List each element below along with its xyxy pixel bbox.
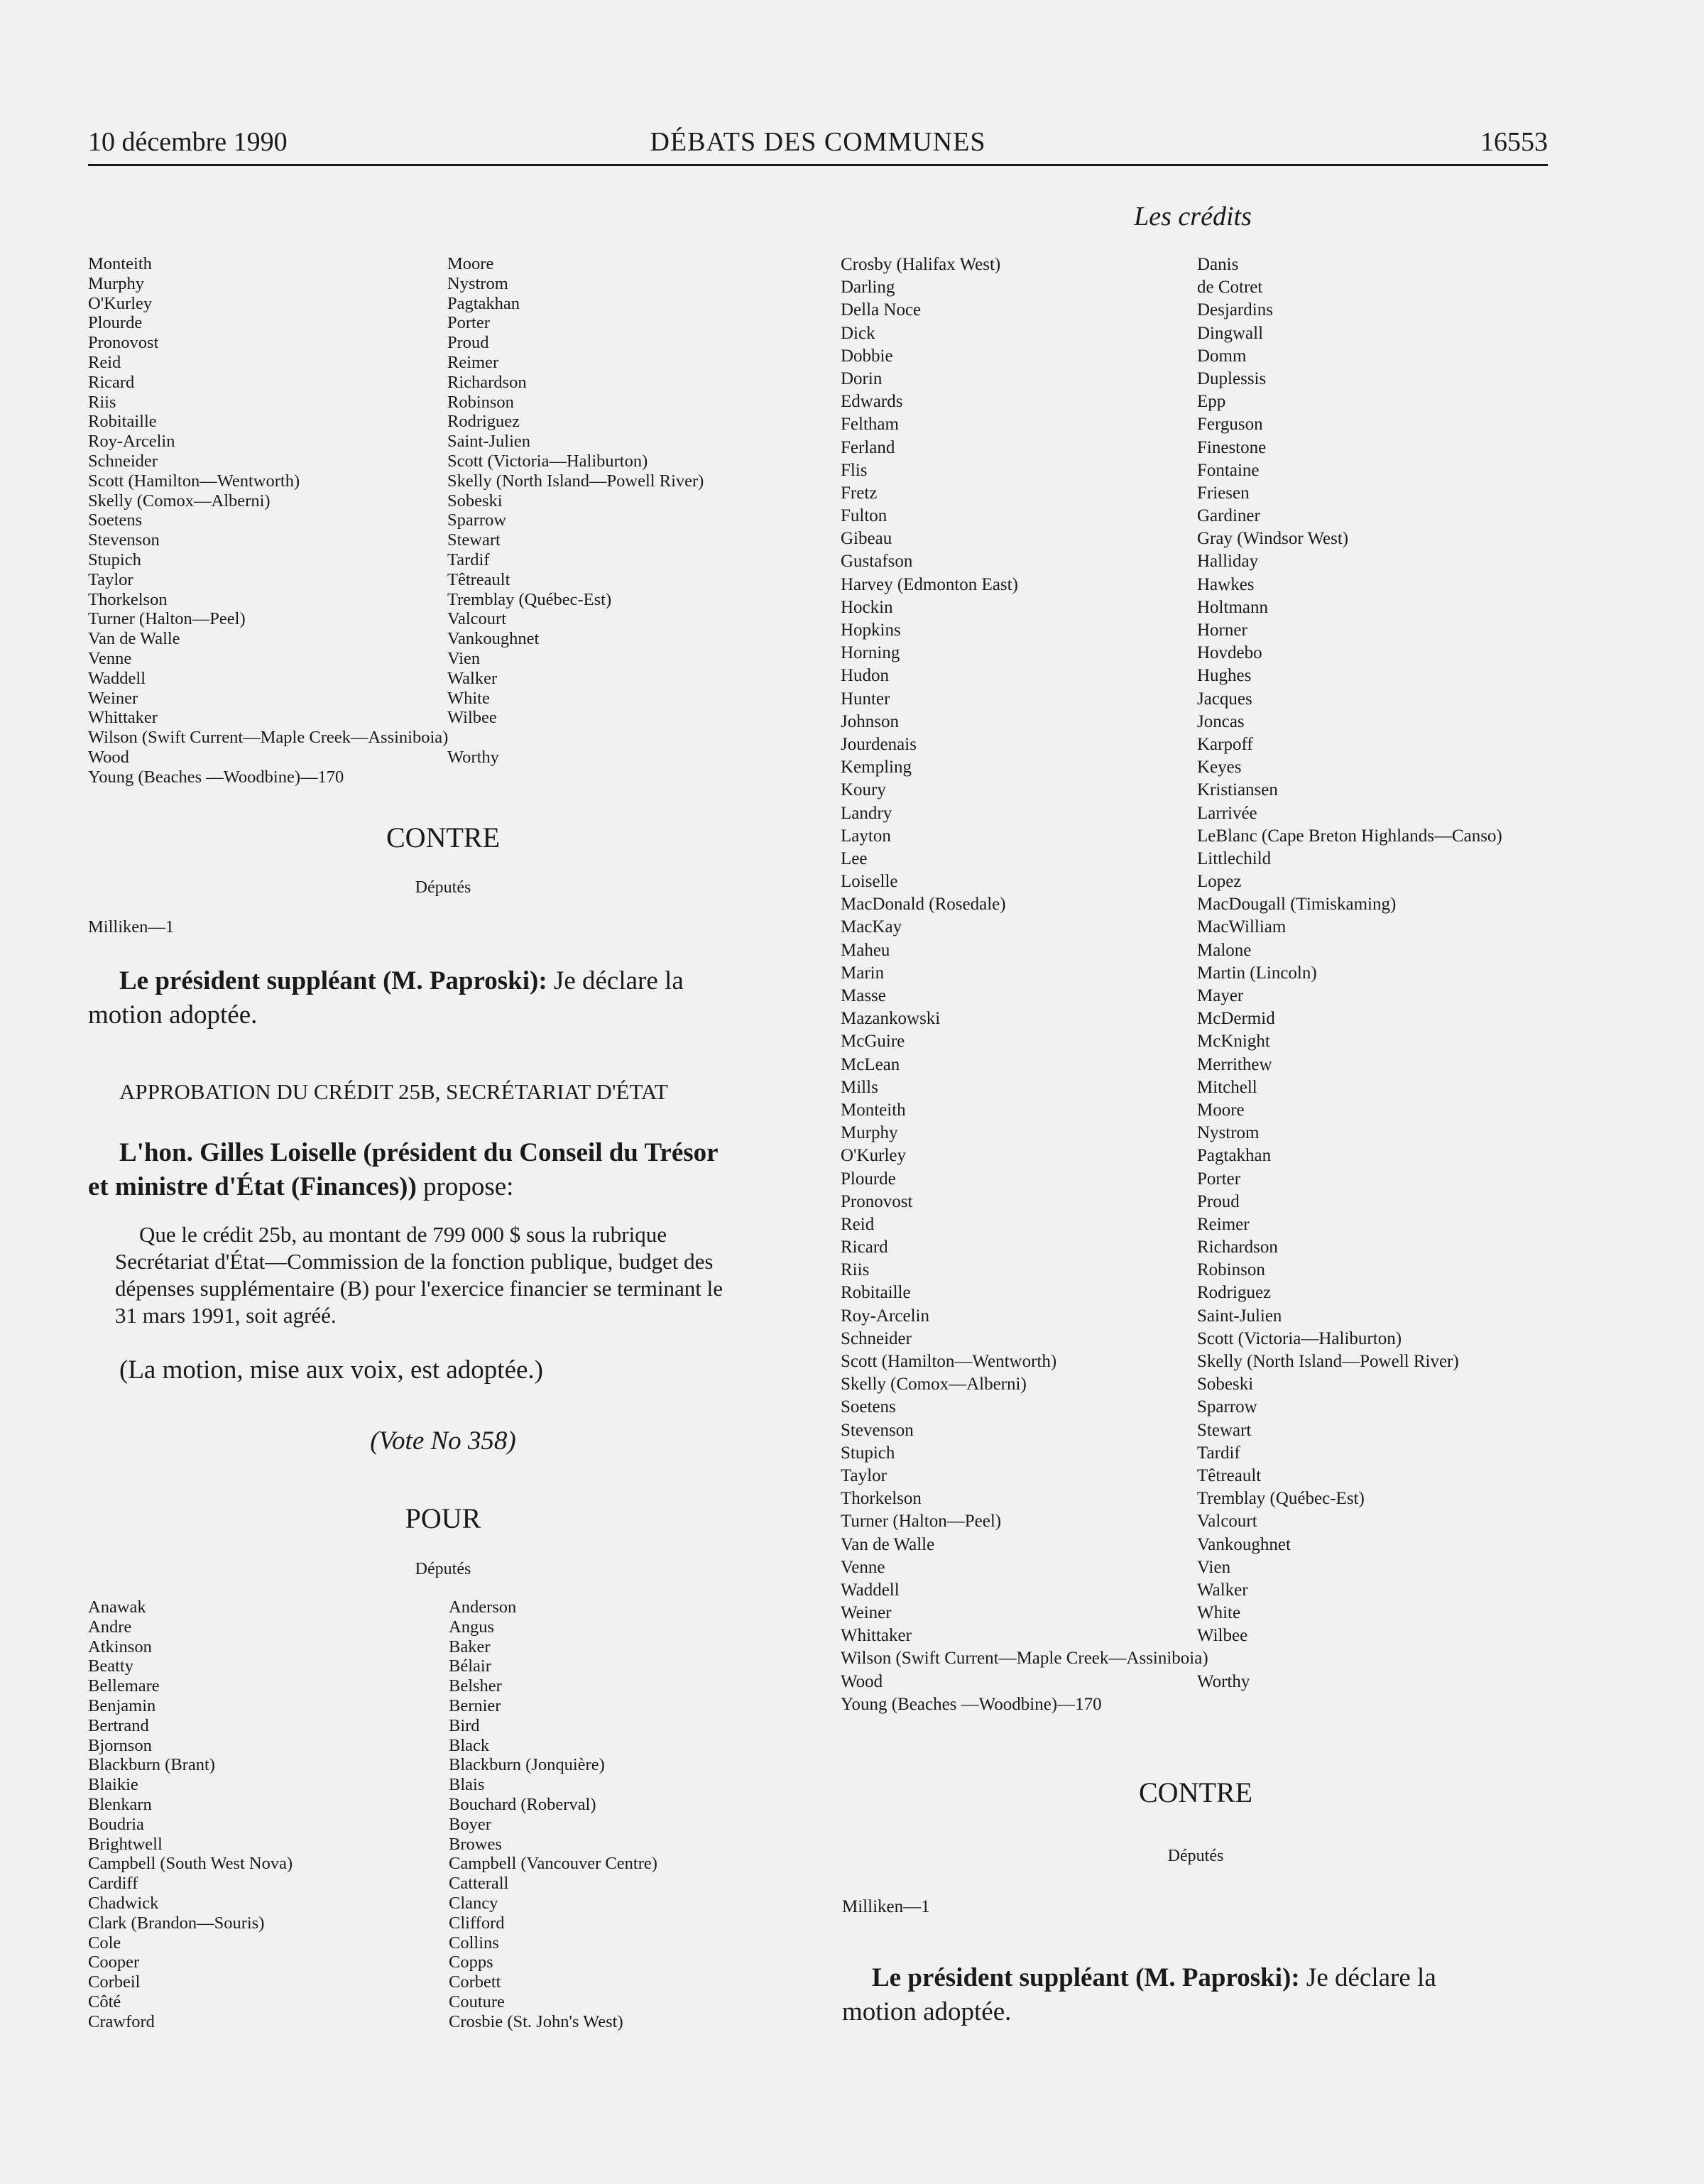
- member-name: Koury: [841, 780, 886, 800]
- motion-result: (La motion, mise aux voix, est adoptée.): [119, 1355, 543, 1385]
- member-name: Thorkelson: [88, 589, 168, 609]
- left-deputes-2: Députés: [415, 1560, 471, 1578]
- member-name: Skelly (North Island—Powell River): [1197, 1352, 1459, 1371]
- member-name: White: [1197, 1603, 1241, 1623]
- right-deputes: Députés: [1167, 1847, 1224, 1865]
- right-list-col2: [1197, 253, 1502, 1693]
- member-name: MacDonald (Rosedale): [841, 895, 1006, 914]
- approbation-heading: APPROBATION DU CRÉDIT 25B, SECRÉTARIAT D'ÉTAT: [119, 1079, 668, 1104]
- member-name: Riis: [88, 392, 116, 412]
- member-name: Bird: [449, 1715, 480, 1735]
- member-name: Wilson (Swift Current—Maple Creek—Assiniboia): [88, 728, 449, 748]
- member-name: Mills: [841, 1077, 878, 1097]
- header-page-number: 16553: [1480, 127, 1548, 157]
- left-name-list-1: [88, 254, 798, 794]
- member-name: Worthy: [447, 747, 499, 767]
- member-name: Malone: [1197, 940, 1252, 960]
- member-name: Monteith: [841, 1100, 906, 1120]
- member-name: Epp: [1197, 392, 1226, 412]
- member-name: Maheu: [841, 940, 890, 960]
- member-name: Stevenson: [88, 530, 160, 550]
- member-name: Brightwell: [88, 1834, 163, 1854]
- member-name: Walker: [447, 668, 498, 688]
- member-name: Wood: [841, 1671, 883, 1691]
- member-name: Bertrand: [88, 1715, 149, 1735]
- member-name: Plourde: [841, 1169, 896, 1189]
- member-name: Stewart: [447, 530, 501, 550]
- member-name: Robinson: [447, 392, 514, 412]
- motion-text-line: dépenses supplémentaire (B) pour l'exercice financier se terminant le: [115, 1276, 723, 1301]
- member-name: Cooper: [88, 1953, 140, 1972]
- member-name: Vankoughnet: [1197, 1534, 1291, 1554]
- member-name: Browes: [449, 1834, 502, 1854]
- member-name: Dingwall: [1197, 323, 1264, 343]
- member-name: Reimer: [447, 352, 499, 372]
- member-name: Hopkins: [841, 621, 901, 640]
- member-name: Saint-Julien: [1197, 1306, 1282, 1326]
- member-name: Johnson: [841, 711, 899, 731]
- member-name: Pronovost: [88, 333, 159, 353]
- member-name: Sparrow: [1197, 1397, 1257, 1417]
- member-name: Sobeski: [1197, 1375, 1254, 1394]
- member-name: Scott (Hamilton—Wentworth): [841, 1352, 1057, 1371]
- member-name: Gustafson: [841, 552, 913, 572]
- member-name: Della Noce: [841, 300, 922, 320]
- member-name: Roy-Arcelin: [88, 432, 175, 452]
- member-name: Fulton: [841, 506, 888, 526]
- member-name: Campbell (South West Nova): [88, 1854, 293, 1874]
- member-name: MacDougall (Timiskaming): [1197, 895, 1397, 914]
- member-name: Tardif: [447, 550, 490, 569]
- member-name: Copps: [449, 1953, 493, 1972]
- motion-text-line: Secrétariat d'État—Commission de la fonction publique, budget des: [115, 1249, 714, 1274]
- member-name: Merrithew: [1197, 1054, 1272, 1074]
- member-name: Soetens: [841, 1397, 896, 1417]
- member-name: Venne: [841, 1557, 885, 1577]
- member-name: Karpoff: [1197, 734, 1253, 754]
- member-name: Duplessis: [1197, 368, 1267, 388]
- member-name: Tremblay (Québec-Est): [1197, 1489, 1365, 1509]
- member-name: Bouchard (Roberval): [449, 1794, 596, 1814]
- member-name: Halliday: [1197, 552, 1259, 572]
- member-name: Rodriguez: [447, 412, 520, 432]
- member-name: O'Kurley: [841, 1146, 906, 1166]
- member-name: Lee: [841, 848, 868, 868]
- member-name: Corbeil: [88, 1972, 141, 1992]
- member-name: Anawak: [88, 1598, 146, 1617]
- member-name: Kempling: [841, 758, 912, 777]
- member-name: Chadwick: [88, 1893, 159, 1913]
- left-list2-col2: [449, 1598, 657, 2032]
- member-name: Masse: [841, 986, 886, 1005]
- member-name: Anderson: [449, 1598, 517, 1617]
- member-name: Hockin: [841, 597, 893, 617]
- speaker-text: Je déclare la: [553, 966, 684, 995]
- member-name: Clark (Brandon—Souris): [88, 1913, 265, 1933]
- member-name: Soetens: [88, 510, 143, 530]
- member-name: Dick: [841, 323, 875, 343]
- member-name: Crosby (Halifax West): [841, 255, 1001, 274]
- member-name: Black: [449, 1735, 490, 1755]
- member-name: White: [447, 688, 490, 708]
- member-name: Boyer: [449, 1814, 491, 1834]
- member-name: Marin: [841, 963, 885, 983]
- member-name: Porter: [447, 313, 490, 333]
- member-name: Young (Beaches —Woodbine)—170: [841, 1694, 1102, 1714]
- member-name: Sobeski: [447, 491, 503, 510]
- member-name: Scott (Hamilton—Wentworth): [88, 471, 300, 491]
- left-name-list-2: [88, 1598, 798, 2038]
- member-name: Plourde: [88, 313, 143, 333]
- member-name: Turner (Halton—Peel): [88, 609, 246, 629]
- member-name: Horning: [841, 643, 900, 663]
- member-name: Hovdebo: [1197, 643, 1262, 663]
- motion-text-line: 31 mars 1991, soit agréé.: [115, 1303, 337, 1328]
- member-name: Moore: [1197, 1100, 1245, 1120]
- member-name: Vien: [1197, 1557, 1231, 1577]
- member-name: Blais: [449, 1775, 485, 1795]
- member-name: Blackburn (Brant): [88, 1755, 215, 1775]
- minister-line2-rest: propose:: [423, 1172, 514, 1201]
- member-name: Saint-Julien: [447, 432, 531, 452]
- member-name: Ferland: [841, 437, 895, 457]
- right-milliken: Milliken—1: [842, 1897, 930, 1916]
- member-name: McDermid: [1197, 1009, 1275, 1029]
- member-name: Wood: [88, 747, 129, 767]
- right-contre-heading: CONTRE: [1139, 1776, 1252, 1808]
- member-name: Waddell: [88, 668, 146, 688]
- member-name: Schneider: [88, 451, 158, 471]
- member-name: Hudon: [841, 666, 890, 686]
- member-name: Danis: [1197, 255, 1239, 274]
- member-name: Sparrow: [447, 510, 507, 530]
- member-name: Atkinson: [88, 1637, 152, 1656]
- left-milliken: Milliken—1: [88, 917, 175, 937]
- member-name: Stevenson: [841, 1420, 914, 1440]
- member-name: Loiselle: [841, 872, 898, 892]
- minister-line1: L'hon. Gilles Loiselle (président du Conseil du Trésor: [119, 1138, 719, 1167]
- member-name: Belsher: [449, 1676, 502, 1696]
- member-name: Blenkarn: [88, 1794, 152, 1814]
- member-name: Reimer: [1197, 1214, 1250, 1234]
- right-speaker-text: Je déclare la: [1306, 1963, 1436, 1992]
- member-name: Ricard: [841, 1238, 888, 1257]
- member-name: Venne: [88, 648, 132, 668]
- member-name: MacWilliam: [1197, 917, 1287, 937]
- member-name: Young (Beaches —Woodbine)—170: [88, 767, 344, 787]
- member-name: Pagtakhan: [447, 293, 520, 313]
- member-name: Stupich: [841, 1443, 895, 1463]
- member-name: Finestone: [1197, 437, 1267, 457]
- member-name: Scott (Victoria—Haliburton): [447, 451, 648, 471]
- member-name: Desjardins: [1197, 300, 1273, 320]
- member-name: Valcourt: [1197, 1512, 1257, 1531]
- member-name: Whittaker: [88, 708, 158, 728]
- member-name: Porter: [1197, 1169, 1241, 1189]
- member-name: Littlechild: [1197, 848, 1272, 868]
- member-name: Larrivée: [1197, 803, 1257, 823]
- member-name: Domm: [1197, 346, 1247, 366]
- member-name: Richardson: [1197, 1238, 1278, 1257]
- member-name: Joncas: [1197, 711, 1245, 731]
- member-name: Wilson (Swift Current—Maple Creek—Assiniboia): [841, 1649, 1208, 1669]
- member-name: Pagtakhan: [1197, 1146, 1272, 1166]
- member-name: [1197, 1647, 1502, 1670]
- member-name: Friesen: [1197, 483, 1250, 503]
- member-name: Skelly (Comox—Alberni): [88, 491, 271, 510]
- member-name: Stupich: [88, 550, 141, 569]
- member-name: Moore: [447, 254, 494, 273]
- member-name: Nystrom: [447, 273, 508, 293]
- member-name: Blackburn (Jonquière): [449, 1755, 605, 1775]
- member-name: Layton: [841, 826, 891, 846]
- running-head: Les crédits: [1134, 202, 1252, 231]
- right-speaker-name: Le président suppléant (M. Paproski):: [872, 1963, 1300, 1992]
- member-name: Mazankowski: [841, 1009, 941, 1029]
- member-name: MacKay: [841, 917, 902, 937]
- member-name: Kristiansen: [1197, 780, 1278, 800]
- member-name: Martin (Lincoln): [1197, 963, 1317, 983]
- member-name: Beatty: [88, 1656, 133, 1676]
- member-name: Tremblay (Québec-Est): [447, 589, 612, 609]
- member-name: Robitaille: [841, 1283, 911, 1303]
- member-name: Roy-Arcelin: [841, 1306, 929, 1326]
- member-name: Robinson: [1197, 1260, 1265, 1280]
- member-name: Valcourt: [447, 609, 506, 629]
- member-name: Turner (Halton—Peel): [841, 1512, 1002, 1531]
- member-name: de Cotret: [1197, 278, 1263, 297]
- member-name: Wilbee: [447, 708, 497, 728]
- member-name: Gardiner: [1197, 506, 1260, 526]
- right-speaker-line2: motion adoptée.: [842, 1997, 1012, 2026]
- member-name: Tardif: [1197, 1443, 1240, 1463]
- member-name: Harvey (Edmonton East): [841, 574, 1018, 594]
- member-name: Flis: [841, 460, 868, 480]
- header-title: DÉBATS DES COMMUNES: [650, 127, 986, 157]
- member-name: Corbett: [449, 1972, 501, 1992]
- member-name: Keyes: [1197, 758, 1242, 777]
- member-name: Feltham: [841, 415, 899, 435]
- member-name: Edwards: [841, 392, 903, 412]
- member-name: Ricard: [88, 372, 135, 392]
- member-name: Clancy: [449, 1893, 498, 1913]
- member-name: McGuire: [841, 1032, 905, 1052]
- member-name: Proud: [1197, 1191, 1240, 1211]
- member-name: McLean: [841, 1054, 900, 1074]
- member-name: Van de Walle: [88, 629, 180, 649]
- member-name: Proud: [447, 333, 489, 353]
- member-name: Reid: [88, 352, 121, 372]
- member-name: Cardiff: [88, 1874, 138, 1894]
- member-name: Worthy: [1197, 1671, 1250, 1691]
- member-name: Pronovost: [841, 1191, 913, 1211]
- member-name: Clifford: [449, 1913, 505, 1933]
- motion-text-line: Que le crédit 25b, au montant de 799 000 $ sous la rubrique: [139, 1222, 667, 1247]
- member-name: Whittaker: [841, 1626, 912, 1646]
- header-date: 10 décembre 1990: [88, 127, 288, 157]
- member-name: Taylor: [841, 1465, 887, 1485]
- member-name: Robitaille: [88, 412, 157, 432]
- member-name: Van de Walle: [841, 1534, 935, 1554]
- member-name: Weiner: [841, 1603, 892, 1623]
- left-list1-col2: [447, 254, 704, 768]
- member-name: Monteith: [88, 254, 152, 273]
- header-rule: [88, 164, 1548, 166]
- member-name: Vien: [447, 648, 481, 668]
- member-name: Hawkes: [1197, 574, 1255, 594]
- member-name: McKnight: [1197, 1032, 1270, 1052]
- speaker-name: Le président suppléant (M. Paproski):: [119, 966, 547, 995]
- member-name: Skelly (North Island—Powell River): [447, 471, 704, 491]
- member-name: Gray (Windsor West): [1197, 529, 1349, 549]
- member-name: Couture: [449, 1992, 505, 2011]
- member-name: Jourdenais: [841, 734, 917, 754]
- member-name: LeBlanc (Cape Breton Highlands—Canso): [1197, 826, 1502, 846]
- member-name: Bellemare: [88, 1676, 160, 1696]
- member-name: Rodriguez: [1197, 1283, 1272, 1303]
- member-name: Boudria: [88, 1814, 144, 1834]
- member-name: Angus: [449, 1617, 494, 1637]
- member-name: Lopez: [1197, 872, 1242, 892]
- member-name: Reid: [841, 1214, 875, 1234]
- member-name: Fontaine: [1197, 460, 1260, 480]
- member-name: Collins: [449, 1933, 499, 1953]
- member-name: Cole: [88, 1933, 121, 1953]
- member-name: Hughes: [1197, 666, 1252, 686]
- member-name: Walker: [1197, 1580, 1248, 1600]
- member-name: Waddell: [841, 1580, 900, 1600]
- member-name: Baker: [449, 1637, 491, 1656]
- pour-heading: POUR: [405, 1502, 481, 1534]
- member-name: Gibeau: [841, 529, 892, 549]
- member-name: Jacques: [1197, 689, 1252, 709]
- member-name: Crosbie (St. John's West): [449, 2011, 623, 2031]
- left-deputes-1: Députés: [415, 878, 471, 897]
- member-name: Richardson: [447, 372, 527, 392]
- member-name: Bélair: [449, 1656, 491, 1676]
- member-name: Andre: [88, 1617, 132, 1637]
- vote-number: (Vote No 358): [370, 1426, 516, 1456]
- right-name-list: [841, 253, 1551, 1714]
- member-name: Skelly (Comox—Alberni): [841, 1375, 1027, 1394]
- member-name: Bjornson: [88, 1735, 152, 1755]
- member-name: Scott (Victoria—Haliburton): [1197, 1328, 1402, 1348]
- member-name: Campbell (Vancouver Centre): [449, 1854, 657, 1874]
- member-name: Schneider: [841, 1328, 912, 1348]
- left-contre-heading: CONTRE: [386, 821, 500, 853]
- member-name: Riis: [841, 1260, 870, 1280]
- member-name: Têtreault: [447, 569, 510, 589]
- member-name: Thorkelson: [841, 1489, 922, 1509]
- member-name: Stewart: [1197, 1420, 1252, 1440]
- member-name: Têtreault: [1197, 1465, 1262, 1485]
- member-name: Fretz: [841, 483, 878, 503]
- member-name: O'Kurley: [88, 293, 153, 313]
- member-name: Darling: [841, 278, 895, 297]
- member-name: Mitchell: [1197, 1077, 1257, 1097]
- minister-line2-bold: et ministre d'État (Finances)): [88, 1172, 417, 1201]
- member-name: Holtmann: [1197, 597, 1268, 617]
- member-name: Vankoughnet: [447, 629, 540, 649]
- page-header: [88, 124, 1548, 160]
- member-name: Nystrom: [1197, 1123, 1260, 1143]
- member-name: Murphy: [88, 273, 144, 293]
- member-name: Horner: [1197, 621, 1247, 640]
- member-name: Benjamin: [88, 1696, 156, 1715]
- member-name: Dorin: [841, 368, 883, 388]
- member-name: Taylor: [88, 569, 133, 589]
- member-name: Murphy: [841, 1123, 898, 1143]
- member-name: Crawford: [88, 2011, 155, 2031]
- member-name: Bernier: [449, 1696, 501, 1715]
- member-name: Côté: [88, 1992, 121, 2011]
- speaker-text-line2: motion adoptée.: [88, 1000, 258, 1030]
- member-name: Blaikie: [88, 1775, 138, 1795]
- left-list2-col1: [88, 1598, 293, 2032]
- member-name: Catterall: [449, 1874, 509, 1894]
- member-name: [447, 728, 704, 748]
- member-name: Wilbee: [1197, 1626, 1248, 1646]
- member-name: Weiner: [88, 688, 138, 708]
- member-name: Hunter: [841, 689, 890, 709]
- member-name: Landry: [841, 803, 892, 823]
- member-name: Dobbie: [841, 346, 893, 366]
- member-name: Ferguson: [1197, 415, 1263, 435]
- right-list-col1: [841, 253, 1208, 1716]
- member-name: Mayer: [1197, 986, 1244, 1005]
- left-list1-col1: [88, 254, 448, 787]
